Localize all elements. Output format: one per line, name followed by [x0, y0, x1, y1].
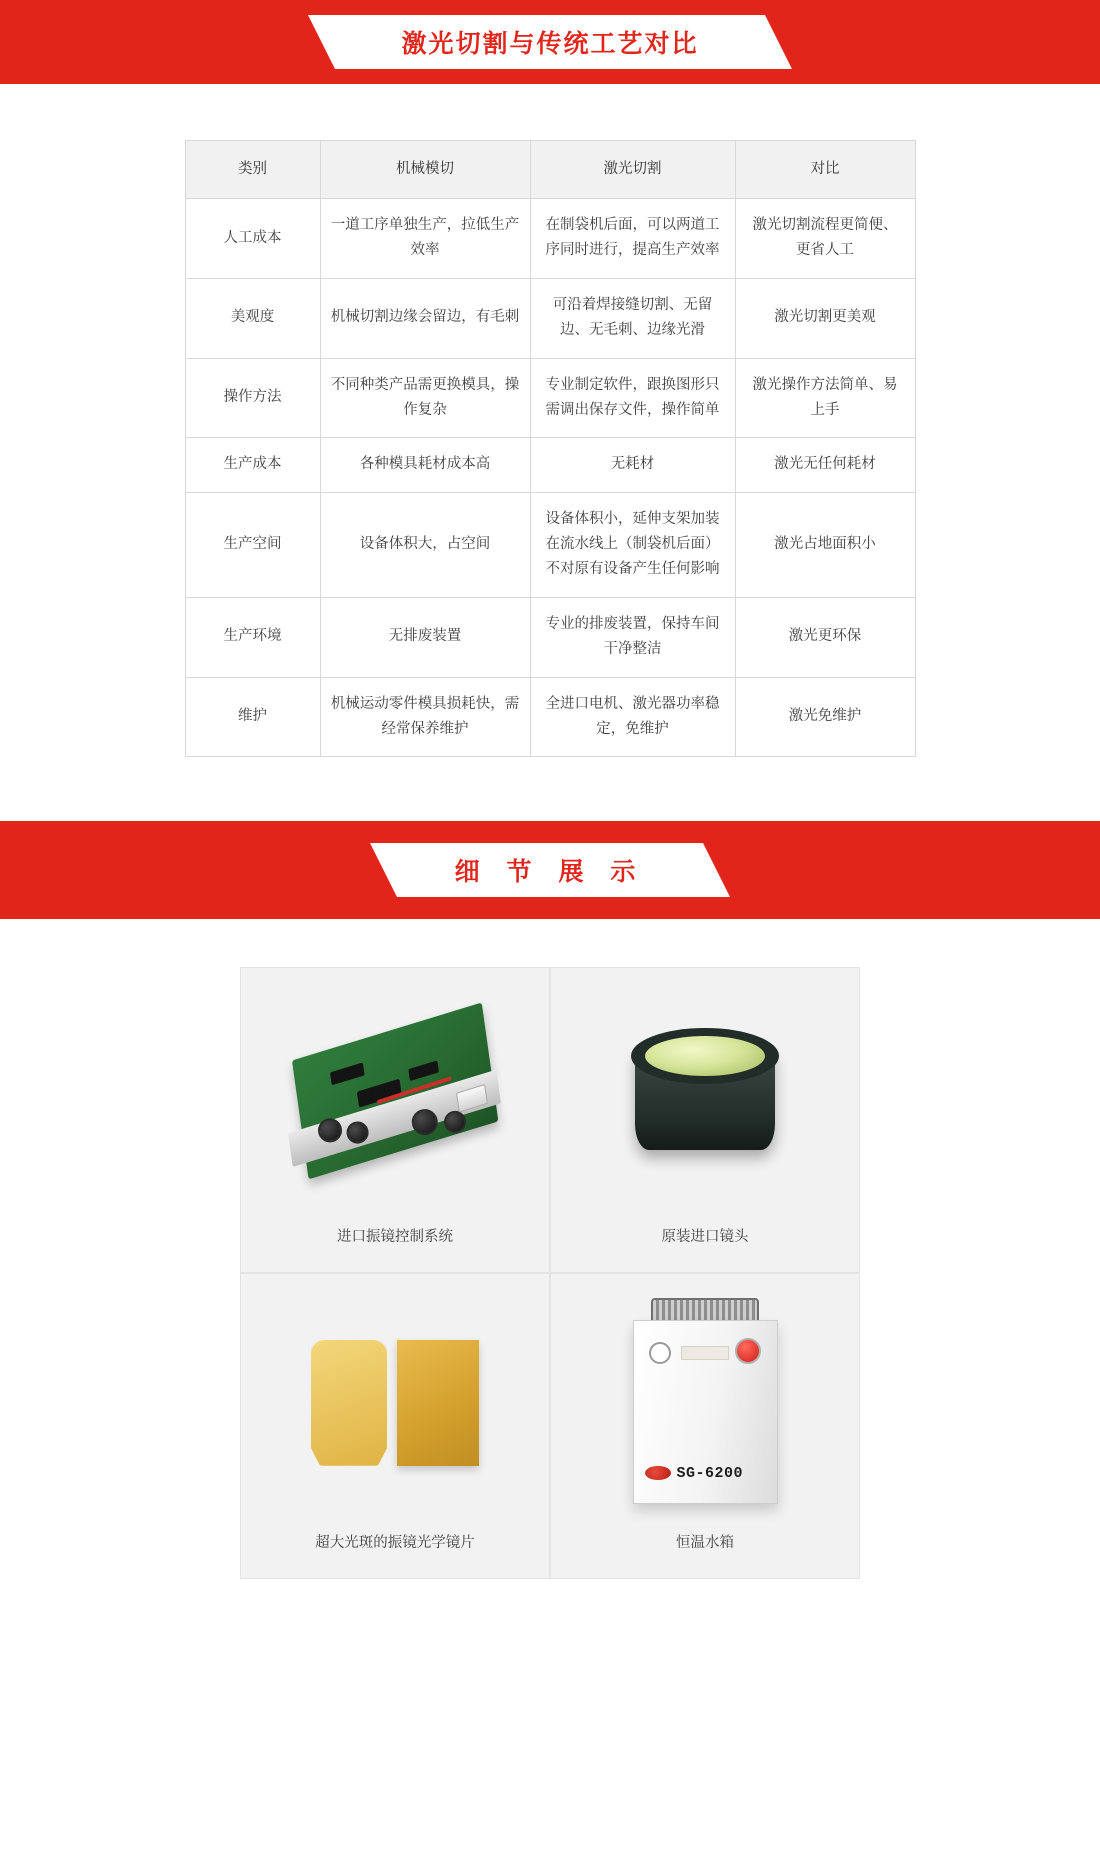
comparison-banner — [0, 0, 1100, 84]
detail-banner-plate — [397, 843, 704, 897]
table-cell-compare: 激光更环保 — [735, 597, 915, 677]
comparison-table-section — [0, 84, 1100, 821]
detail-gallery-section — [0, 919, 1100, 1635]
table-cell-category: 操作方法 — [185, 358, 320, 438]
table-cell-mechanical: 机械切割边缘会留边，有毛刺 — [320, 278, 530, 358]
pcb-board-icon — [241, 968, 549, 1225]
table-header-row — [185, 141, 915, 199]
table-cell-laser: 全进口电机、激光器功率稳定，免维护 — [530, 677, 735, 757]
water-chiller-icon — [551, 1274, 859, 1531]
table-cell-mechanical: 各种模具耗材成本高 — [320, 438, 530, 492]
table-row — [185, 358, 915, 438]
table-header-cell: 激光切割 — [530, 141, 735, 199]
table-cell-category: 生产环境 — [185, 597, 320, 677]
table-cell-compare: 激光占地面积小 — [735, 492, 915, 597]
gallery-item-caption: 超大光斑的振镜光学镜片 — [315, 1535, 475, 1552]
table-cell-compare: 激光免维护 — [735, 677, 915, 757]
comparison-banner-plate — [335, 15, 765, 69]
gallery-item-mirrors[interactable] — [240, 1273, 550, 1579]
table-cell-mechanical: 一道工序单独生产，拉低生产效率 — [320, 199, 530, 279]
laser-lens-icon — [551, 968, 859, 1225]
gallery-item-caption: 进口振镜控制系统 — [337, 1229, 453, 1246]
detail-banner — [0, 821, 1100, 919]
table-cell-category: 生产空间 — [185, 492, 320, 597]
table-row — [185, 278, 915, 358]
table-cell-mechanical: 不同种类产品需更换模具，操作复杂 — [320, 358, 530, 438]
gallery-item-chiller[interactable] — [550, 1273, 860, 1579]
table-row — [185, 597, 915, 677]
table-cell-mechanical: 无排废装置 — [320, 597, 530, 677]
table-cell-compare: 激光操作方法简单、易上手 — [735, 358, 915, 438]
table-header-cell: 机械模切 — [320, 141, 530, 199]
table-row — [185, 199, 915, 279]
chiller-model-label: SG-6200 — [676, 1464, 744, 1482]
table-cell-compare: 激光切割更美观 — [735, 278, 915, 358]
gallery-item-caption: 恒温水箱 — [676, 1535, 734, 1552]
table-cell-category: 维护 — [185, 677, 320, 757]
gallery-item-caption: 原装进口镜头 — [661, 1229, 749, 1246]
table-cell-mechanical: 机械运动零件模具损耗快，需经常保养维护 — [320, 677, 530, 757]
gallery-item-pcb[interactable] — [240, 967, 550, 1273]
table-header-cell: 类别 — [185, 141, 320, 199]
table-header-cell: 对比 — [735, 141, 915, 199]
gallery-item-lens[interactable] — [550, 967, 860, 1273]
detail-banner-title: 细 节 展 示 — [454, 858, 646, 887]
chiller-brand-mark-icon — [645, 1466, 671, 1480]
table-cell-laser: 可沿着焊接缝切割、无留边、无毛刺、边缘光滑 — [530, 278, 735, 358]
table-cell-compare: 激光切割流程更简便、更省人工 — [735, 199, 915, 279]
optical-mirror-plates-icon — [241, 1274, 549, 1531]
table-cell-category: 美观度 — [185, 278, 320, 358]
table-row — [185, 677, 915, 757]
table-cell-compare: 激光无任何耗材 — [735, 438, 915, 492]
table-cell-laser: 在制袋机后面，可以两道工序同时进行，提高生产效率 — [530, 199, 735, 279]
table-cell-category: 生产成本 — [185, 438, 320, 492]
table-cell-mechanical: 设备体积大，占空间 — [320, 492, 530, 597]
table-row — [185, 492, 915, 597]
table-cell-laser: 专业制定软件，跟换图形只需调出保存文件，操作简单 — [530, 358, 735, 438]
table-row — [185, 438, 915, 492]
table-cell-category: 人工成本 — [185, 199, 320, 279]
comparison-banner-title: 激光切割与传统工艺对比 — [401, 30, 699, 58]
detail-gallery-grid — [240, 967, 860, 1579]
table-cell-laser: 专业的排废装置，保持车间干净整洁 — [530, 597, 735, 677]
table-cell-laser: 设备体积小，延伸支架加装在流水线上（制袋机后面）不对原有设备产生任何影响 — [530, 492, 735, 597]
comparison-table — [185, 140, 916, 757]
table-cell-laser: 无耗材 — [530, 438, 735, 492]
